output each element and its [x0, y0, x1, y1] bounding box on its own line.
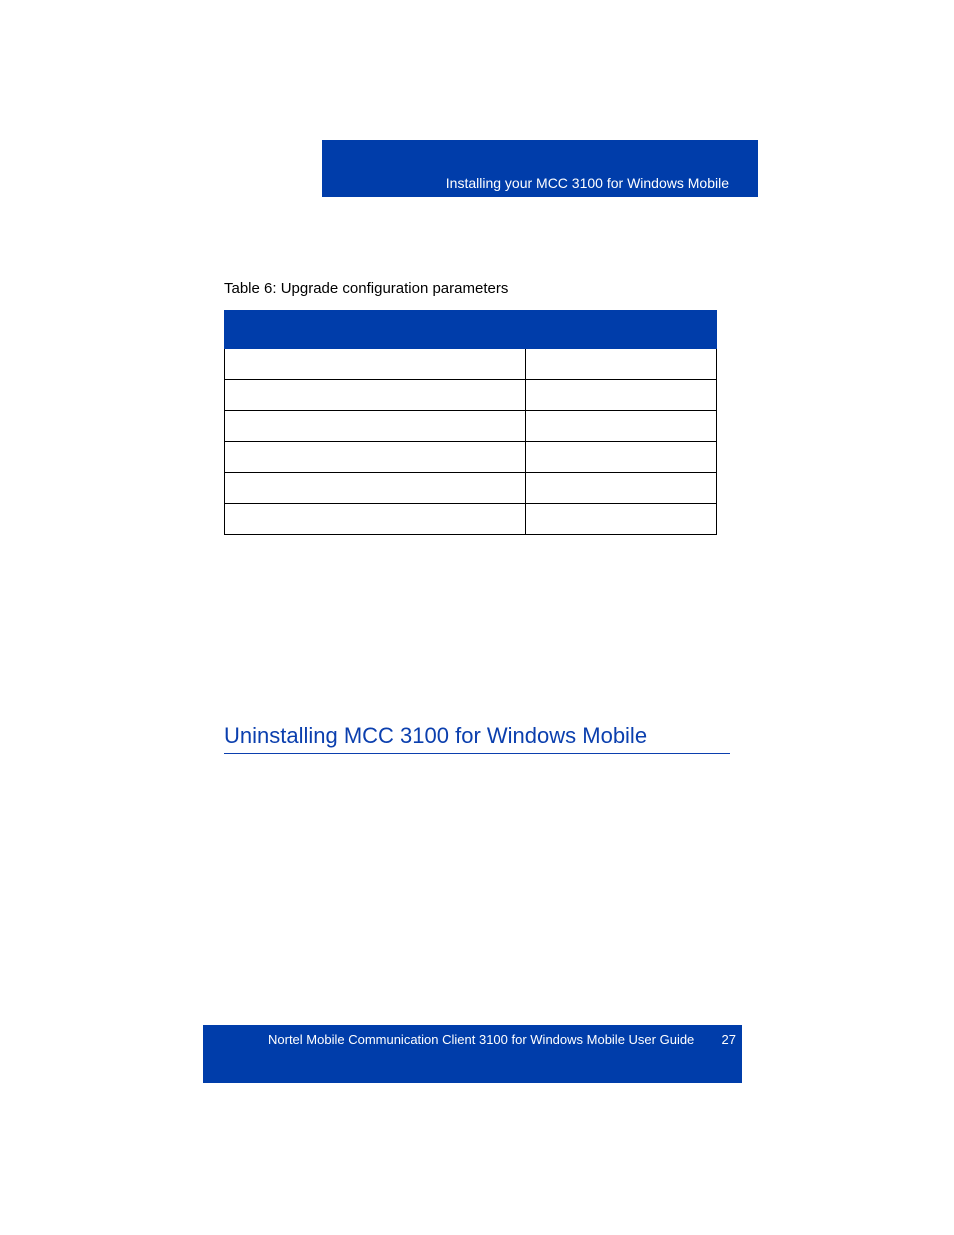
table-header-row	[225, 311, 717, 349]
running-header-band	[322, 140, 758, 197]
table-cell	[225, 473, 526, 504]
footer-band	[203, 1025, 742, 1083]
table-row	[225, 504, 717, 535]
upgrade-configuration-table	[224, 310, 717, 535]
running-header-title: Installing your MCC 3100 for Windows Mobile	[445, 175, 729, 191]
table-row	[225, 380, 717, 411]
table-header-cell-parameter	[225, 311, 526, 349]
table-row	[225, 349, 717, 380]
table-cell	[526, 380, 717, 411]
table-cell	[225, 349, 526, 380]
footer-guide-title: Nortel Mobile Communication Client 3100 for Windows Mobile User Guide	[268, 1032, 695, 1047]
table-row	[225, 411, 717, 442]
table-cell	[526, 442, 717, 473]
table-cell	[526, 349, 717, 380]
table-cell	[225, 504, 526, 535]
table-cell	[225, 380, 526, 411]
table-cell	[526, 473, 717, 504]
table-row	[225, 473, 717, 504]
table-caption: Table 6: Upgrade configuration parameters	[224, 280, 509, 297]
table-cell	[225, 411, 526, 442]
table-cell	[526, 504, 717, 535]
table-cell	[526, 411, 717, 442]
table-header-cell-value	[526, 311, 717, 349]
page-number: 27	[721, 1032, 736, 1047]
section-heading: Uninstalling MCC 3100 for Windows Mobile	[224, 720, 730, 754]
table-row	[225, 442, 717, 473]
table-cell	[225, 442, 526, 473]
